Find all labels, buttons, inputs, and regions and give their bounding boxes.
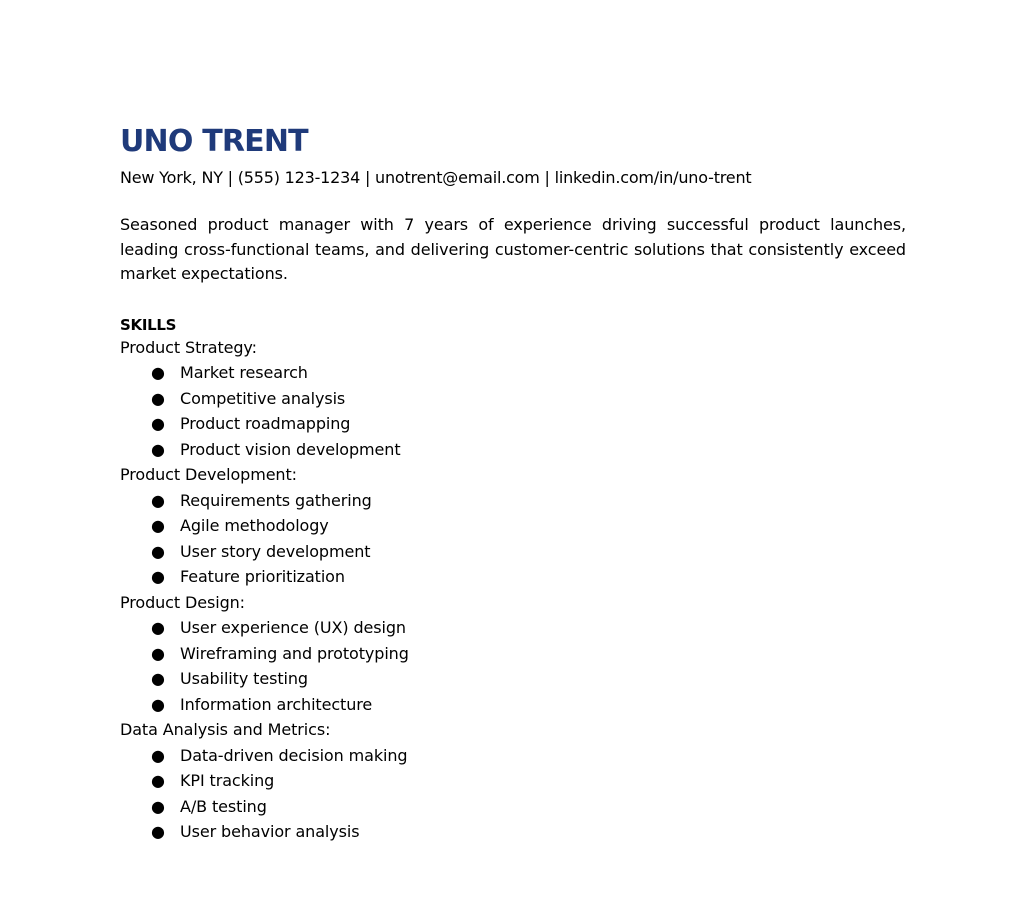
skill-list bbox=[120, 615, 906, 717]
skill-text: User experience (UX) design bbox=[180, 618, 406, 638]
category-label: Product Design: bbox=[120, 592, 245, 612]
skill-text: User behavior analysis bbox=[180, 822, 360, 842]
bullet-icon: ● bbox=[151, 618, 165, 638]
bullet-icon: ● bbox=[151, 490, 165, 510]
list-item bbox=[120, 437, 906, 463]
skill-list bbox=[120, 743, 906, 845]
bullet-icon: ● bbox=[151, 414, 165, 434]
skill-text: Product vision development bbox=[180, 439, 401, 459]
list-item bbox=[120, 666, 906, 692]
skill-text: Agile methodology bbox=[180, 516, 329, 536]
skill-text: Feature prioritization bbox=[180, 567, 345, 587]
list-item bbox=[120, 386, 906, 412]
list-item bbox=[120, 360, 906, 386]
bullet-icon: ● bbox=[151, 745, 165, 765]
skill-text: User story development bbox=[180, 541, 371, 561]
skill-text: Information architecture bbox=[180, 694, 373, 714]
skill-category-product-strategy bbox=[120, 335, 906, 463]
professional-summary: Seasoned product manager with 7 years of experience driving successful product launches, leading cross-functional teams, and delivering customer-centric solutions that consistently exceed market expectations. bbox=[120, 215, 906, 284]
contact-line: New York, NY | (555) 123-1234 | unotrent@email.com | linkedin.com/in/uno-trent bbox=[120, 168, 752, 187]
list-item bbox=[120, 641, 906, 667]
list-item bbox=[120, 768, 906, 794]
list-item bbox=[120, 539, 906, 565]
bullet-icon: ● bbox=[151, 567, 165, 587]
skills-heading: SKILLS bbox=[120, 315, 177, 334]
skill-text: KPI tracking bbox=[180, 771, 275, 791]
category-label: Product Strategy: bbox=[120, 337, 257, 357]
skill-category-product-development bbox=[120, 462, 906, 590]
list-item bbox=[120, 692, 906, 718]
skill-category-product-design bbox=[120, 590, 906, 718]
skill-text: Competitive analysis bbox=[180, 388, 346, 408]
bullet-icon: ● bbox=[151, 388, 165, 408]
list-item bbox=[120, 488, 906, 514]
skill-category-data-analysis bbox=[120, 717, 906, 845]
list-item bbox=[120, 564, 906, 590]
skill-text: Wireframing and prototyping bbox=[180, 643, 409, 663]
bullet-icon: ● bbox=[151, 796, 165, 816]
list-item bbox=[120, 819, 906, 845]
list-item bbox=[120, 794, 906, 820]
resume-page bbox=[120, 122, 906, 845]
bullet-icon: ● bbox=[151, 541, 165, 561]
skill-text: Product roadmapping bbox=[180, 414, 351, 434]
bullet-icon: ● bbox=[151, 694, 165, 714]
skill-text: Market research bbox=[180, 363, 308, 383]
bullet-icon: ● bbox=[151, 669, 165, 689]
skill-text: Usability testing bbox=[180, 669, 308, 689]
bullet-icon: ● bbox=[151, 822, 165, 842]
resume-name: UNO TRENT bbox=[120, 124, 308, 159]
category-label: Product Development: bbox=[120, 465, 297, 485]
bullet-icon: ● bbox=[151, 439, 165, 459]
bullet-icon: ● bbox=[151, 643, 165, 663]
skill-text: Requirements gathering bbox=[180, 490, 372, 510]
skill-text: Data-driven decision making bbox=[180, 745, 408, 765]
bullet-icon: ● bbox=[151, 516, 165, 536]
bullet-icon: ● bbox=[151, 363, 165, 383]
category-label: Data Analysis and Metrics: bbox=[120, 720, 331, 740]
list-item bbox=[120, 743, 906, 769]
skills-section bbox=[120, 335, 906, 845]
skill-list bbox=[120, 488, 906, 590]
skill-list bbox=[120, 360, 906, 462]
list-item bbox=[120, 513, 906, 539]
skill-text: A/B testing bbox=[180, 796, 267, 816]
list-item bbox=[120, 615, 906, 641]
bullet-icon: ● bbox=[151, 771, 165, 791]
list-item bbox=[120, 411, 906, 437]
